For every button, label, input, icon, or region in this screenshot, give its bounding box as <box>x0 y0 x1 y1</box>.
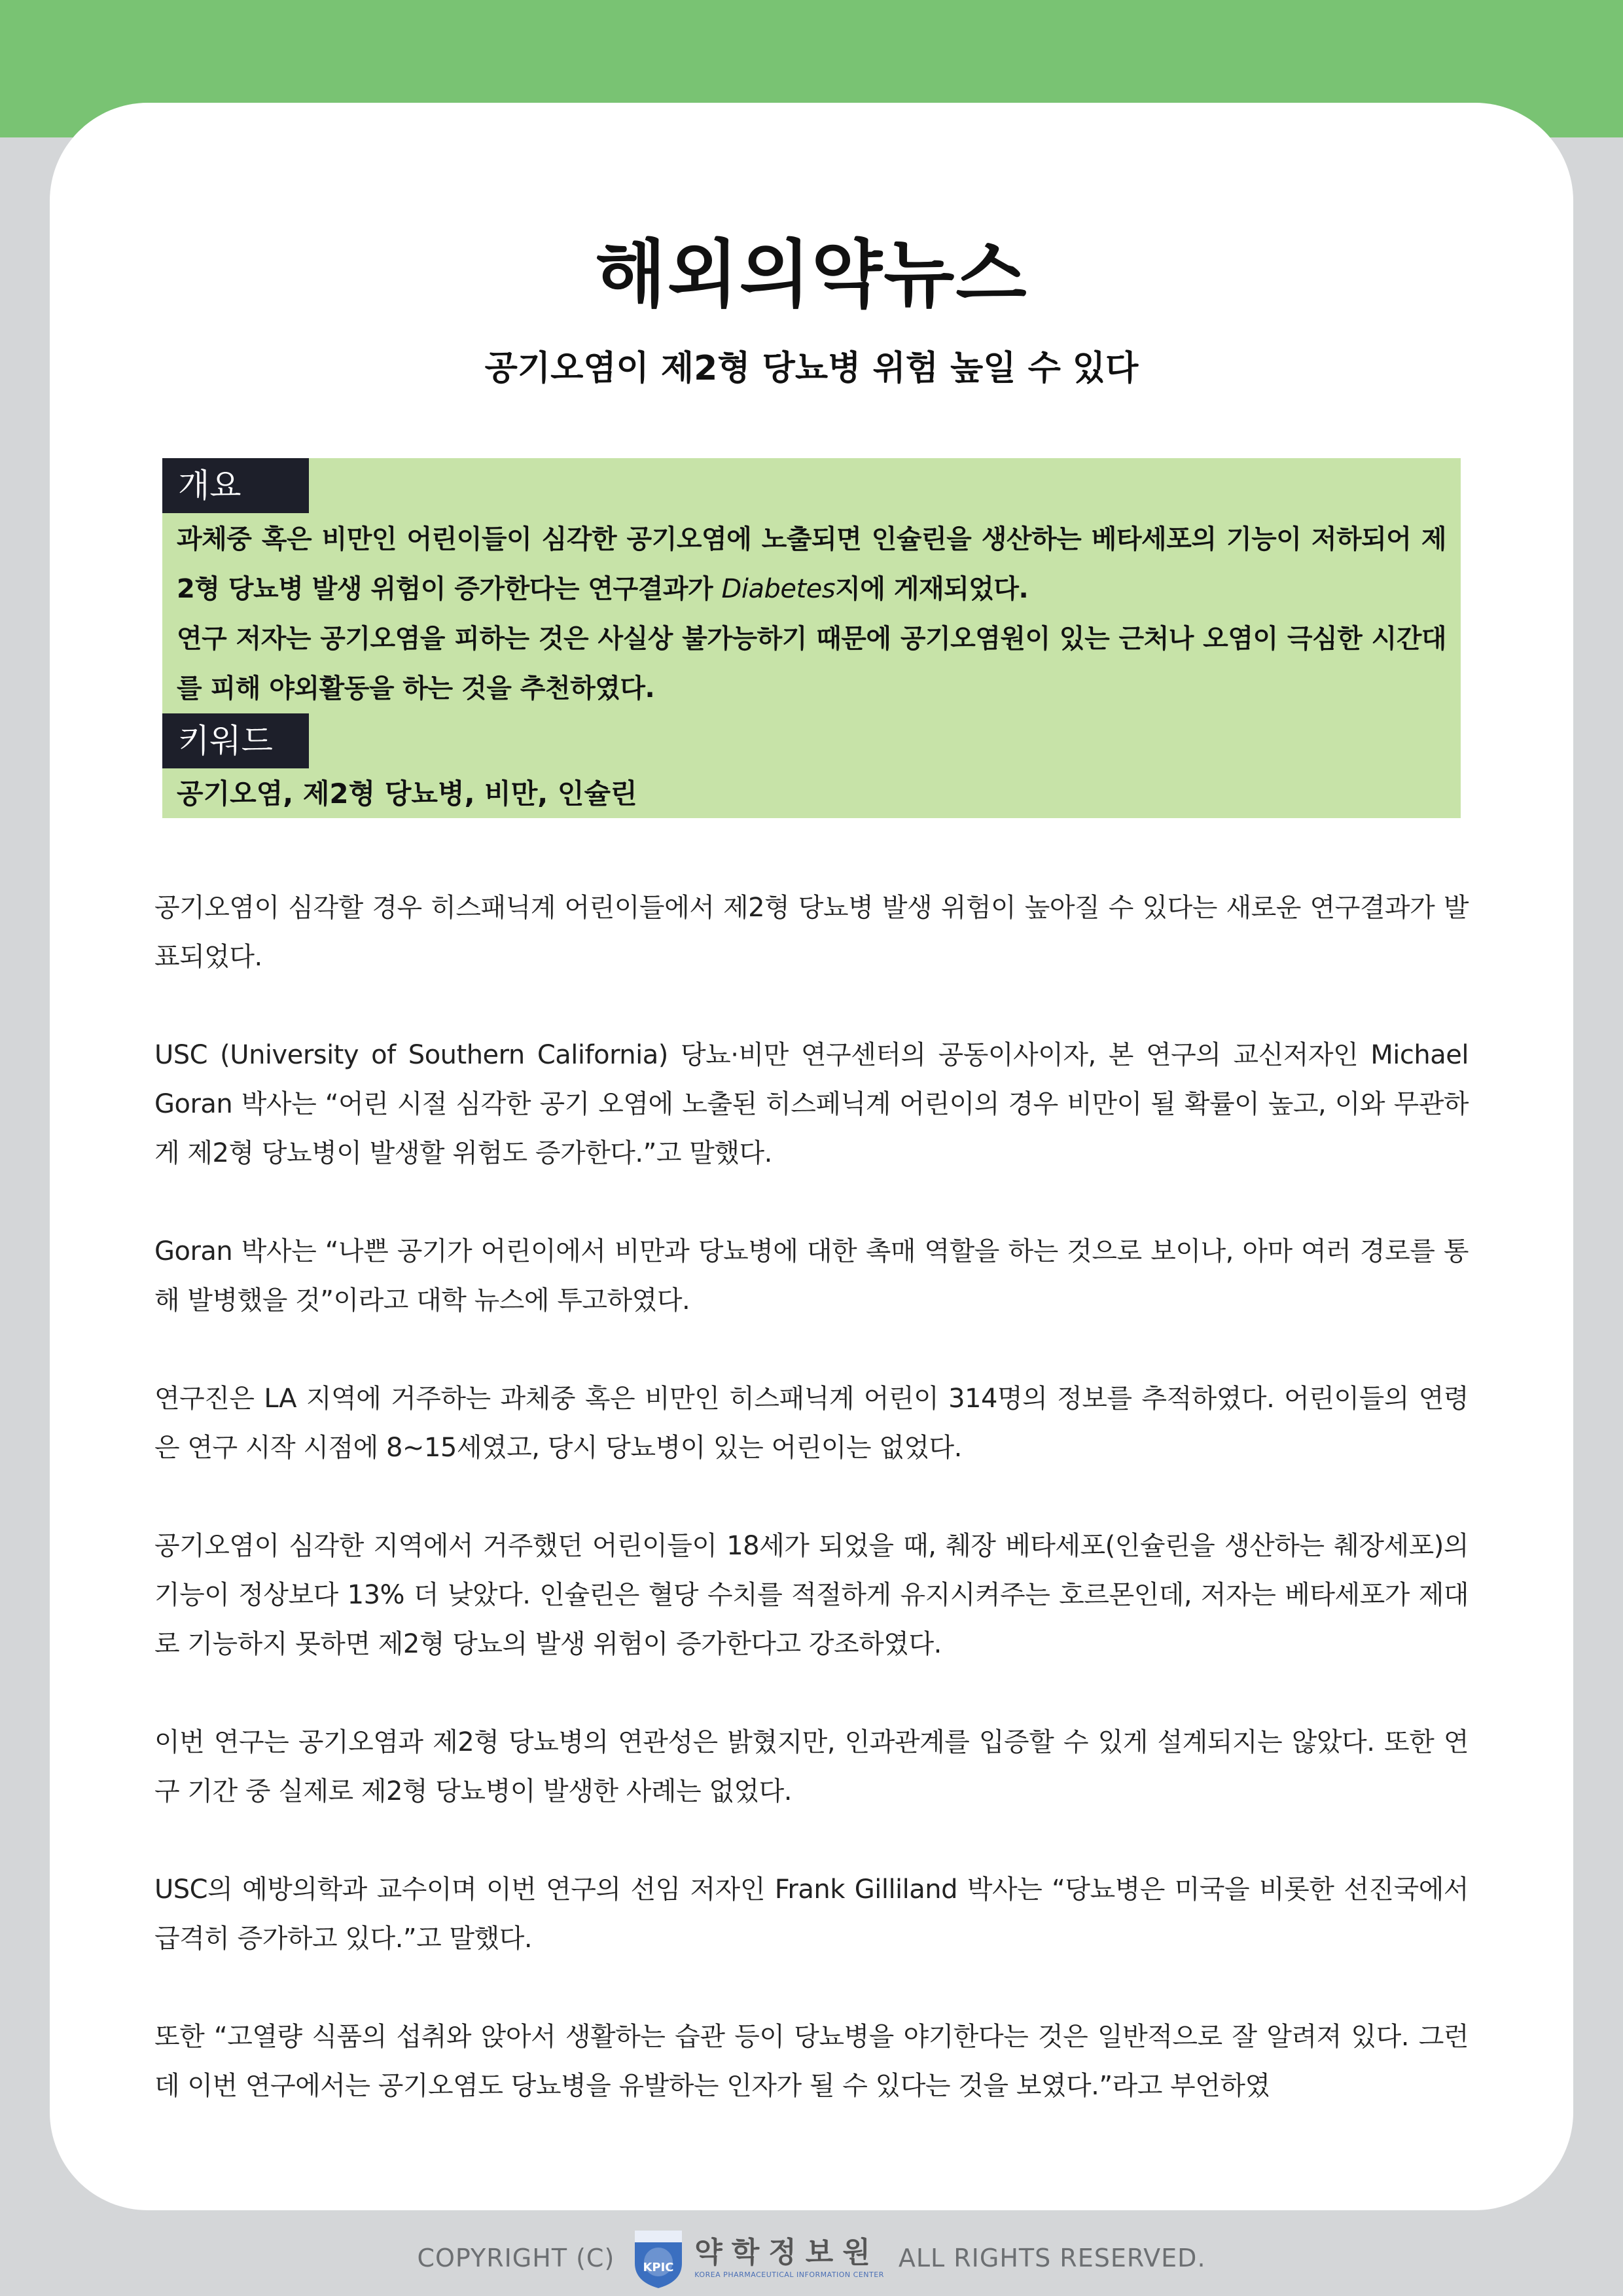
page-title: 해외의약뉴스 <box>595 232 1028 317</box>
keywords-text: 공기오염, 제2형 당뇨병, 비만, 인슐린 <box>177 778 637 810</box>
body-paragraph: USC (University of Southern California) 당뇨·비만 연구센터의 공동이사이자, 본 연구의 교신저자인 Michael Goran 박사는 “어린 시절 심각한 공기 오염에 노출된 히스페닉계 어린이의 경우 비만이 될 확률이 높고, 이와 무관하게 제2형 당뇨병이 발생할 위험도 증가한다.”고 말했다. <box>154 1040 1469 1168</box>
overview-text-part: 과체중 혹은 비만인 어린이들이 심각한 공기오염에 노출되면 인슐린을 생산하는 베타세포의 기능이 저하되어 제2형 당뇨병 발생 위험이 증가한다는 연구결과가 <box>177 524 1446 604</box>
body-paragraph: 연구진은 LA 지역에 거주하는 과체중 혹은 비만인 히스패닉계 어린이 314명의 정보를 추적하였다. 어린이들의 연령은 연구 시작 시점에 8~15세였고, 당시 당뇨병이 있는 어린이는 없었다. <box>154 1384 1469 1463</box>
body-paragraph: 공기오염이 심각한 지역에서 거주했던 어린이들이 18세가 되었을 때, 췌장 베타세포(인슐린을 생산하는 췌장세포)의 기능이 정상보다 13% 더 낮았다. 인슐린은 혈당 수치를 적절하게 유지시켜주는 호르몬인데, 저자는 베타세포가 제대로 기능하지 못하면 제2형 당뇨의 발생 위험이 증가한다고 강조하였다. <box>154 1531 1469 1659</box>
footer-rights: ALL RIGHTS RESERVED. <box>898 2244 1206 2272</box>
summary-box <box>162 458 1461 818</box>
footer <box>0 2222 1623 2294</box>
logo-name: 약학정보원 <box>694 2235 880 2269</box>
body-paragraph: 공기오염이 심각할 경우 히스패닉계 어린이들에서 제2형 당뇨병 발생 위험이 높아질 수 있다는 새로운 연구결과가 발표되었다. <box>154 893 1469 972</box>
body-paragraph: 또한 “고열량 식품의 섭취와 앉아서 생활하는 습관 등이 당뇨병을 야기한다는 것은 일반적으로 잘 알려져 있다. 그런데 이번 연구에서는 공기오염도 당뇨병을 유발하는 인자가 될 수 있다는 것을 보였다.”라고 부언하였 <box>154 2022 1469 2101</box>
footer-copyright: COPYRIGHT (C) <box>417 2244 615 2272</box>
overview-text <box>177 514 1446 713</box>
article-body <box>154 884 1469 2160</box>
keywords-label: 키워드 <box>162 713 309 768</box>
logo-text <box>694 2235 884 2279</box>
body-paragraph: USC의 예방의학과 교수이며 이번 연구의 선임 저자인 Frank Gilliland 박사는 “당뇨병은 미국을 비롯한 선진국에서 급격히 증가하고 있다.”고 말했다. <box>154 1874 1469 1954</box>
body-paragraph: 이번 연구는 공기오염과 제2형 당뇨병의 연관성은 밝혔지만, 인과관계를 입증할 수 있게 설계되지는 않았다. 또한 연구 기간 중 실제로 제2형 당뇨병이 발생한 사례는 없었다. <box>154 1727 1469 1806</box>
overview-paragraph-2: 연구 저자는 공기오염을 피하는 것은 사실상 불가능하기 때문에 공기오염원이 있는 근처나 오염이 극심한 시간대를 피해 야외활동을 하는 것을 추천하였다. <box>177 624 1446 704</box>
overview-text-part: 지에 게재되었다. <box>835 574 1029 604</box>
body-paragraph: Goran 박사는 “나쁜 공기가 어린이에서 비만과 당뇨병에 대한 촉매 역할을 하는 것으로 보이나, 아마 여러 경로를 통해 발병했을 것”이라고 대학 뉴스에 투고하였다. <box>154 1236 1469 1316</box>
logo-subtitle: KOREA PHARMACEUTICAL INFORMATION CENTER <box>694 2270 884 2279</box>
journal-name: Diabetes <box>721 574 836 604</box>
kpic-logo <box>629 2225 884 2291</box>
overview-label: 개요 <box>162 458 309 513</box>
overview-paragraph-1 <box>177 514 1446 614</box>
logo-badge-text: KPIC <box>643 2261 674 2274</box>
article-title: 공기오염이 제2형 당뇨병 위험 높일 수 있다 <box>484 349 1139 388</box>
kpic-emblem-icon <box>629 2225 688 2291</box>
